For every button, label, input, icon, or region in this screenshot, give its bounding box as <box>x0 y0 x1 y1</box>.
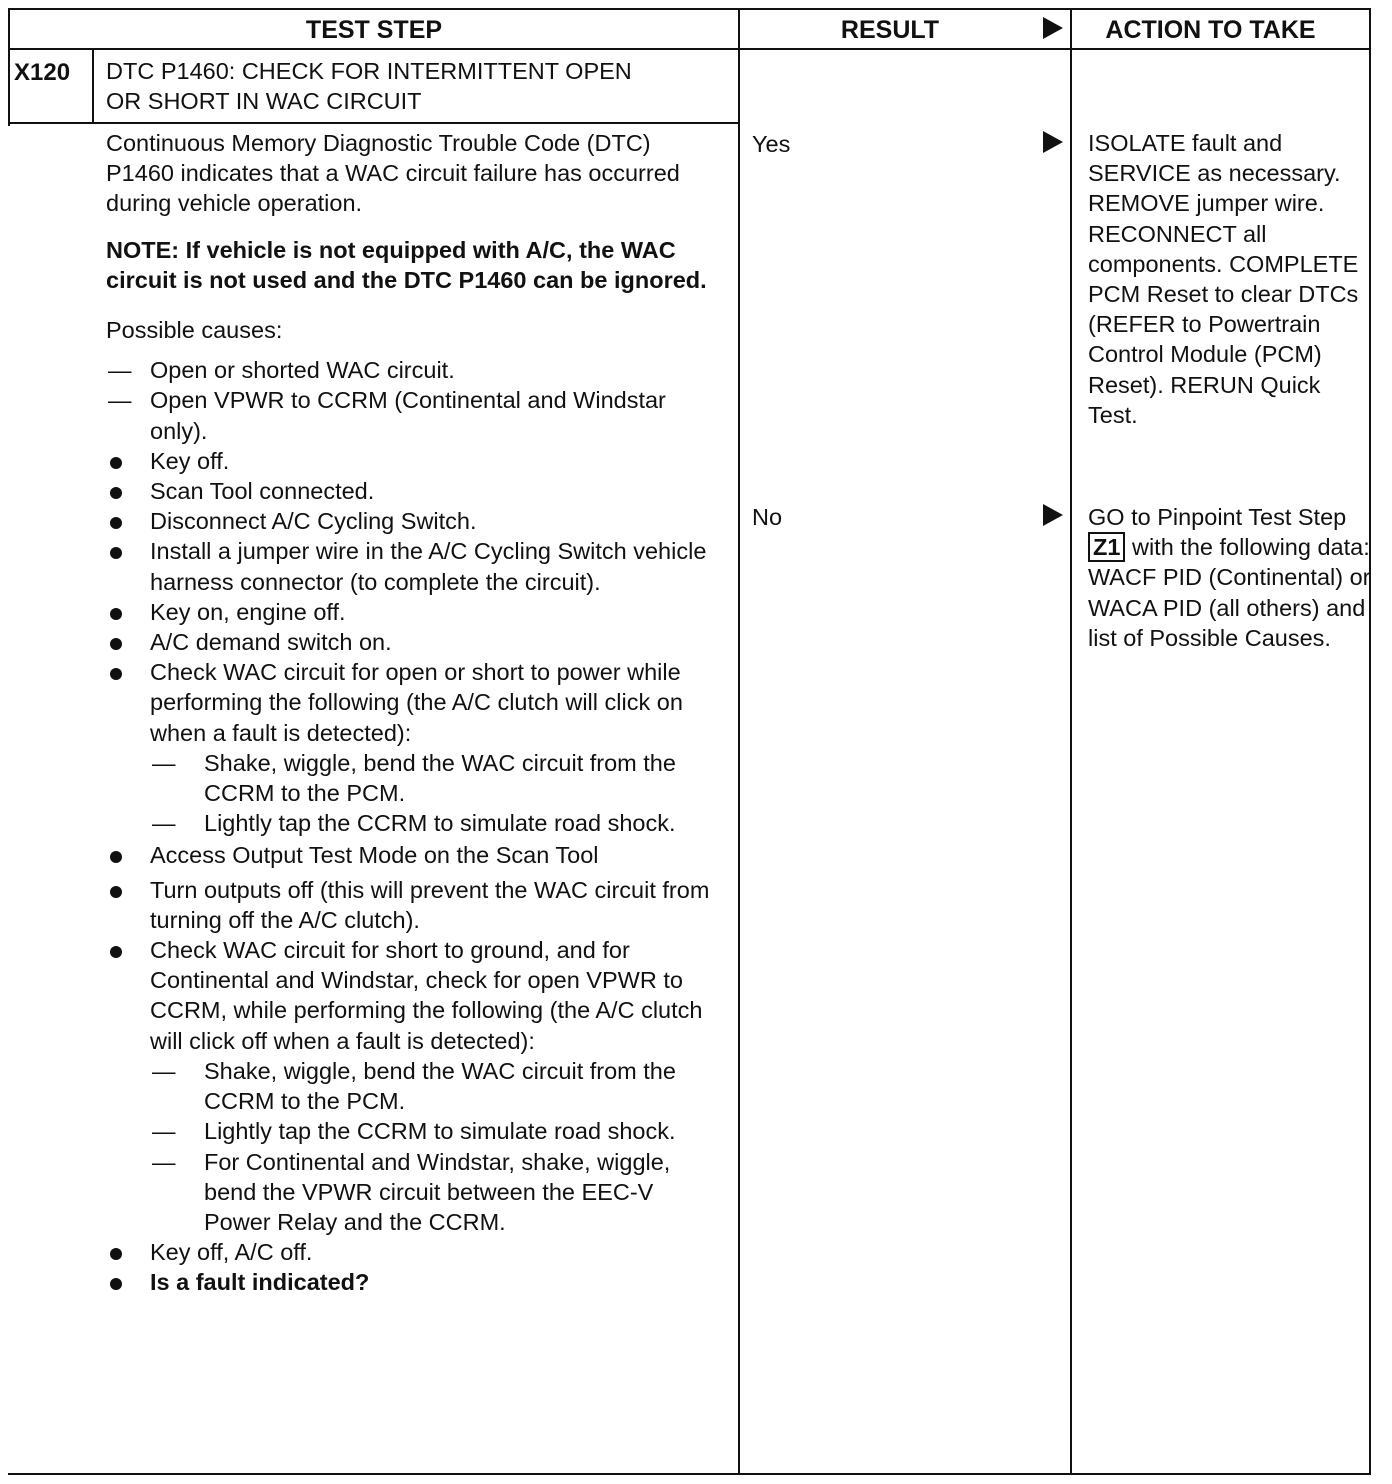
step-text: Key off. <box>150 447 230 474</box>
bullet-icon <box>110 517 122 529</box>
step-text: Turn outputs off (this will prevent the WAC circuit from turning off the A/C clutch). <box>150 876 710 933</box>
header-action: ACTION TO TAKE <box>1105 16 1316 44</box>
step-item <box>106 597 716 627</box>
substep-text: Lightly tap the CCRM to simulate road shock. <box>204 1118 676 1145</box>
bullet-icon <box>110 1278 122 1290</box>
result-yes-arrow-icon <box>1043 131 1063 153</box>
bullet-icon <box>110 457 122 469</box>
note-paragraph: NOTE: If vehicle is not equipped with A/C, the WAC circuit is not used and the DTC P1460 can be ignored. <box>106 236 707 293</box>
step-title-line1: DTC P1460: CHECK FOR INTERMITTENT OPEN <box>106 58 632 84</box>
result-yes: Yes <box>752 131 791 157</box>
substep-item <box>106 808 716 838</box>
step-text: Install a jumper wire in the A/C Cycling Switch vehicle harness connector (to complete the circuit). <box>150 538 707 595</box>
possible-causes-label: Possible causes: <box>106 317 283 344</box>
step-item <box>106 506 716 536</box>
header-test-step: TEST STEP <box>305 16 443 44</box>
bullet-icon <box>110 487 122 499</box>
header-arrow-icon <box>1043 17 1063 39</box>
bullet-icon <box>110 547 122 559</box>
step-item <box>106 1237 716 1267</box>
action-no-post: with the following data: WACF PID (Continental) or WACA PID (all others) and list of Possible Causes. <box>1088 534 1371 651</box>
step-text: Scan Tool connected. <box>150 478 375 505</box>
intro-paragraph: Continuous Memory Diagnostic Trouble Code (DTC) P1460 indicates that a WAC circuit failure has occurred during vehicle operation. <box>106 130 680 217</box>
step-text: Access Output Test Mode on the Scan Tool <box>150 842 599 869</box>
action-yes: ISOLATE fault and SERVICE as necessary. REMOVE jumper wire. RECONNECT all components. COMPLETE PCM Reset to clear DTCs (REFER to Powertrain Control Module (PCM) Reset). RERUN Quick Test. <box>1088 130 1359 428</box>
step-item <box>106 476 716 506</box>
substep-text: Shake, wiggle, bend the WAC circuit from the CCRM to the PCM. <box>204 1057 676 1115</box>
dash-marker: — <box>152 1118 176 1145</box>
substep-text: Shake, wiggle, bend the WAC circuit from the CCRM to the PCM. <box>204 749 676 807</box>
cause-text: Open or shorted WAC circuit. <box>150 357 455 384</box>
cause-item <box>106 355 716 385</box>
substep-item <box>106 1116 716 1146</box>
question-text: Is a fault indicated? <box>150 1269 370 1296</box>
bullet-icon <box>110 1248 122 1260</box>
cause-text: Open VPWR to CCRM (Continental and Windstar only). <box>150 387 666 444</box>
step-item <box>106 935 716 1056</box>
step-item <box>106 875 716 935</box>
bullet-icon <box>110 638 122 650</box>
dash-marker: — <box>152 1148 176 1175</box>
bullet-icon <box>110 851 122 863</box>
step-text: Check WAC circuit for open or short to power while performing the following (the A/C clutch will click on when a fault is detected): <box>150 659 683 746</box>
step-item <box>106 627 716 657</box>
step-text: A/C demand switch on. <box>150 629 392 656</box>
step-text: Check WAC circuit for short to ground, and for Continental and Windstar, check for open VPWR to CCRM, while performing the following (the A/C clutch will click off when a fault is detected): <box>150 937 703 1054</box>
step-text: Key on, engine off. <box>150 598 346 625</box>
substep-text: Lightly tap the CCRM to simulate road shock. <box>204 810 676 837</box>
bullet-icon <box>110 608 122 620</box>
step-text: Disconnect A/C Cycling Switch. <box>150 508 477 535</box>
bullet-icon <box>110 668 122 680</box>
result-no-arrow-icon <box>1043 504 1063 526</box>
bullet-icon <box>110 946 122 958</box>
result-no: No <box>752 504 783 530</box>
test-step-body <box>106 128 716 1298</box>
step-id: X120 <box>14 59 71 86</box>
cause-item <box>106 385 716 445</box>
bullet-icon <box>110 886 122 898</box>
step-item <box>106 446 716 476</box>
dash-marker: — <box>108 357 132 384</box>
dash-marker: — <box>152 810 176 837</box>
question-item <box>106 1267 716 1297</box>
step-title-line2: OR SHORT IN WAC CIRCUIT <box>106 88 422 115</box>
dash-marker: — <box>152 749 176 776</box>
step-text: Key off, A/C off. <box>150 1239 313 1266</box>
action-no <box>1088 502 1373 653</box>
dash-marker: — <box>108 387 132 414</box>
step-item <box>106 840 716 870</box>
step-title <box>106 56 726 116</box>
substep-text: For Continental and Windstar, shake, wiggle, bend the VPWR circuit between the EEC-V Power Relay and the CCRM. <box>204 1148 671 1235</box>
header-result: RESULT <box>840 16 940 44</box>
substep-item <box>106 1147 716 1238</box>
action-no-pre: GO to Pinpoint Test Step <box>1088 504 1347 530</box>
pinpoint-step-ref: Z1 <box>1088 532 1125 562</box>
step-item <box>106 657 716 748</box>
step-item <box>106 536 716 596</box>
substep-item <box>106 748 716 808</box>
substep-item <box>106 1056 716 1116</box>
dash-marker: — <box>152 1057 176 1084</box>
